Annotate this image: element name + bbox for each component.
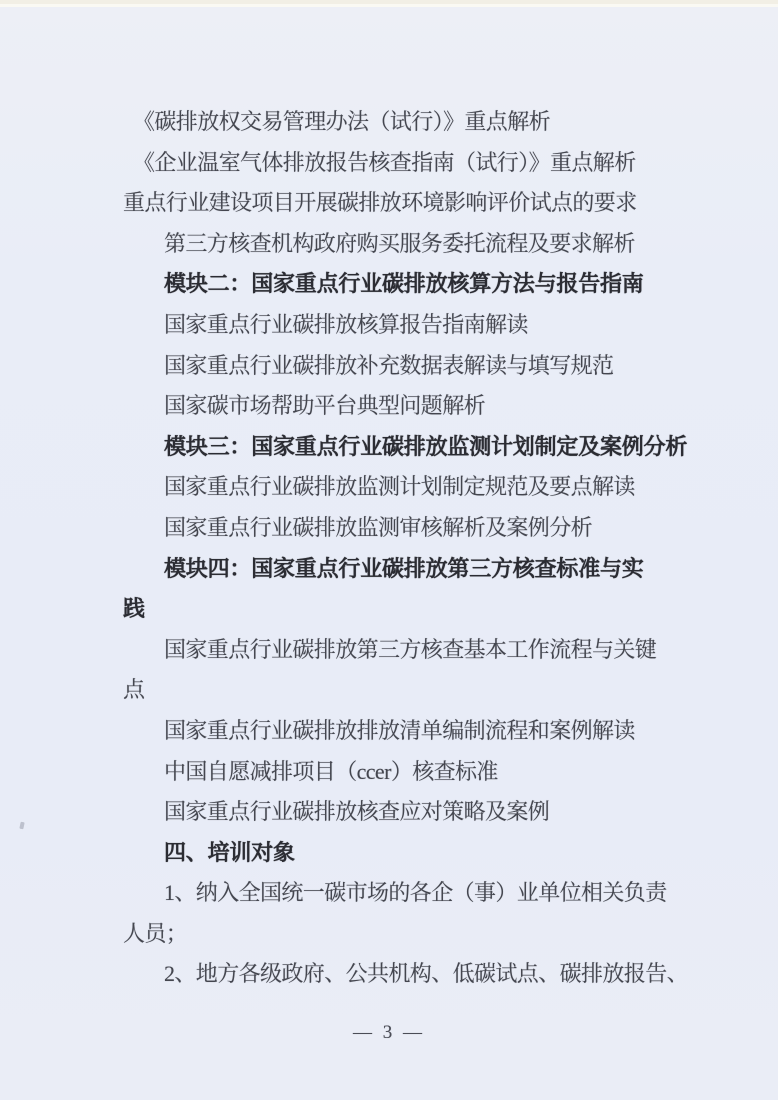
text-line: 人员； <box>123 920 188 946</box>
heading-line: 模块三：国家重点行业碳排放监测计划制定及案例分析 <box>164 433 688 459</box>
text-line: 国家重点行业碳排放核算报告指南解读 <box>164 311 528 337</box>
text-line: 《碳排放权交易管理办法（试行）》重点解析 <box>133 109 551 134</box>
text-line: 国家重点行业碳排放监测计划制定规范及要点解读 <box>164 474 635 500</box>
text-line: 国家重点行业碳排放第三方核查基本工作流程与关键 <box>164 636 657 662</box>
page-number: — 3 — <box>353 1022 425 1043</box>
document-body <box>0 102 778 995</box>
heading-line: 践 <box>123 596 145 622</box>
text-line: 点 <box>123 677 145 703</box>
text-line: 国家碳市场帮助平台典型问题解析 <box>164 393 486 419</box>
text-line: 《企业温室气体排放报告核查指南（试行）》重点解析 <box>133 149 636 175</box>
heading-line: 四、培训对象 <box>164 839 295 865</box>
text-line: 国家重点行业碳排放补充数据表解读与填写规范 <box>164 352 614 378</box>
scan-top-edge-highlight <box>0 4 778 7</box>
text-line: 第三方核查机构政府购买服务委托流程及要求解析 <box>164 230 635 256</box>
text-line: 国家重点行业碳排放监测审核解析及案例分析 <box>164 514 593 540</box>
text-line: 国家重点行业碳排放排放清单编制流程和案例解读 <box>164 717 635 743</box>
text-line: 国家重点行业碳排放核查应对策略及案例 <box>164 799 550 825</box>
text-line: 2、地方各级政府、公共机构、低碳试点、碳排放报告、 <box>164 961 689 987</box>
text-line: 中国自愿减排项目（ccer）核查标准 <box>164 758 498 784</box>
text-line: 1、纳入全国统一碳市场的各企（事）业单位相关负责 <box>164 880 667 906</box>
heading-line: 模块四：国家重点行业碳排放第三方核查标准与实 <box>164 555 644 581</box>
heading-line: 模块二：国家重点行业碳排放核算方法与报告指南 <box>164 271 644 297</box>
text-line: 重点行业建设项目开展碳排放环境影响评价试点的要求 <box>123 190 637 216</box>
